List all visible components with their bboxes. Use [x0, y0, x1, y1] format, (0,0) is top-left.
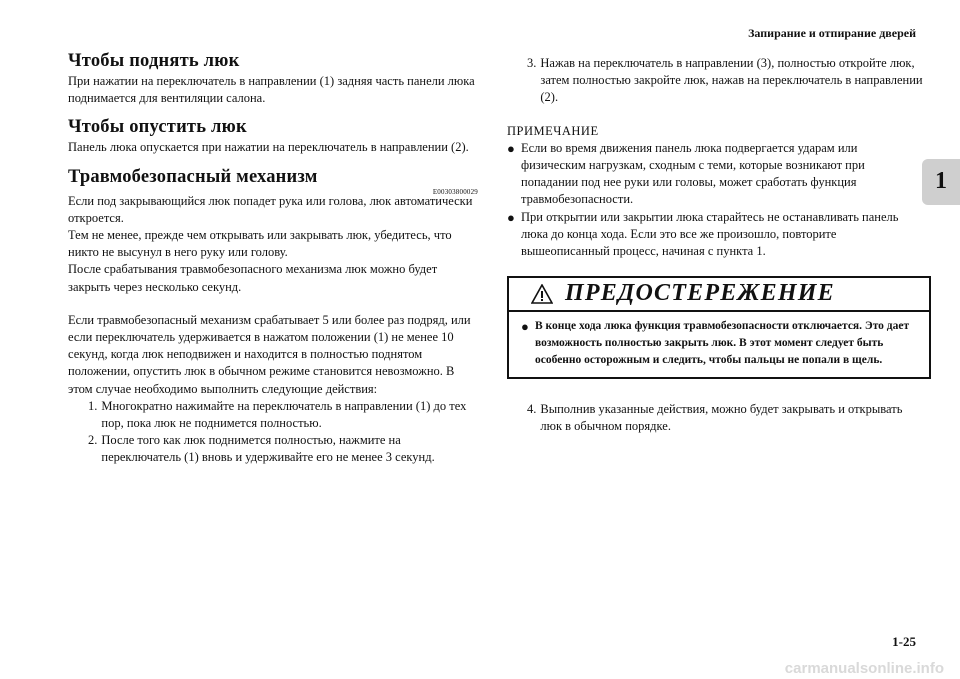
safety-heading-row	[68, 166, 480, 196]
note-bullet-2	[507, 209, 925, 261]
chapter-number: 1	[935, 168, 947, 194]
right-column	[507, 55, 925, 436]
step-3-number: 3.	[527, 56, 537, 70]
running-header: Запирание и отпирание дверей	[748, 26, 916, 40]
step-2	[68, 432, 480, 466]
raise-heading: Чтобы поднять люк	[68, 51, 240, 71]
step-4-text: Выполнив указанные действия, можно будет закрывать и открывать люк в обычном порядке.	[540, 402, 903, 434]
note-bullet-2-text: При открытии или закрытии люка старайтесь не останавливать панель люка до конца хода. Если это все же произошло, повторите вышеописанный процесс, начиная с пункта 1.	[521, 209, 899, 259]
caution-bullet	[521, 318, 915, 369]
safety-heading: Травмобезопасный механизм	[68, 166, 318, 187]
safety-para-3: После срабатывания травмобезопасного механизма люк можно будет закрыть через несколько секунд.	[68, 262, 438, 294]
step-2-number: 2.	[88, 433, 98, 448]
lower-heading: Чтобы опустить люк	[68, 117, 247, 138]
safety-para-1: Если под закрывающийся люк попадет рука или голова, люк автоматически откроется.	[68, 193, 473, 225]
step-1	[68, 398, 480, 432]
caution-bullet-text: В конце хода люка функция травмобезопасности отключается. Это дает возможность полностью закрыть люк. В этот момент следует быть особенно осторожным и следить, чтобы пальцы не попали в щель.	[535, 320, 910, 367]
step-4-number: 4.	[527, 402, 537, 417]
note-bullet-1	[507, 140, 925, 209]
caution-title: ПРЕДОСТЕРЕЖЕНИЕ	[565, 280, 835, 307]
note-title: ПРИМЕЧАНИЕ	[507, 123, 599, 138]
step-1-text: Многократно нажимайте на переключатель в направлении (1) до тех пор, пока люк не поднимется полностью.	[101, 398, 467, 431]
left-column	[68, 50, 480, 467]
bullet-icon: ●	[507, 209, 515, 225]
bullet-icon: ●	[507, 140, 515, 156]
step-3	[527, 55, 925, 107]
bullet-icon: ●	[521, 319, 529, 335]
lower-text: Панель люка опускается при нажатии на переключатель в направлении (2).	[68, 140, 469, 155]
note-bullet-1-text: Если во время движения панель люка подвергается ударам или физическим нагрузкам, сходным с теми, которые возникают при попадании под нее руки или головы, может сработать функция травмобезопасности.	[521, 140, 865, 207]
page-number: 1-25	[892, 634, 916, 649]
caution-body	[509, 312, 929, 377]
caution-box	[507, 276, 931, 379]
step-4	[527, 401, 925, 435]
step-1-number: 1.	[88, 398, 98, 413]
caution-header	[509, 278, 929, 312]
chapter-tab	[922, 159, 960, 205]
raise-text: При нажатии на переключатель в направлении (1) задняя часть панели люка поднимается для вентиляции салона.	[68, 74, 475, 106]
watermark: carmanualsonline.info	[784, 660, 944, 677]
safety-para-2: Тем не менее, прежде чем открывать или закрывать люк, убедитесь, что никто не высунул в него руку или голову.	[68, 228, 452, 260]
step-2-text: После того как люк поднимется полностью, нажмите на переключатель (1) вновь и удерживайте его не менее 3 секунд.	[101, 433, 435, 465]
safety-para-4: Если травмобезопасный механизм срабатывает 5 или более раз подряд, или если переключатель удерживается в нажатом положении (1) не менее 10 секунд, когда люк неподвижен и находится в полностью поднятом положении, опустить люк в обычном режиме становится невозможно. В этом случае необходимо выполнить следующие действия:	[68, 312, 471, 396]
section-code: E00303800029	[432, 187, 478, 196]
warning-triangle-icon	[531, 284, 553, 304]
step-3-text: Нажав на переключатель в направлении (3), полностью откройте люк, затем полностью закройте люк, нажав на переключатель в направлении (2).	[540, 56, 923, 105]
